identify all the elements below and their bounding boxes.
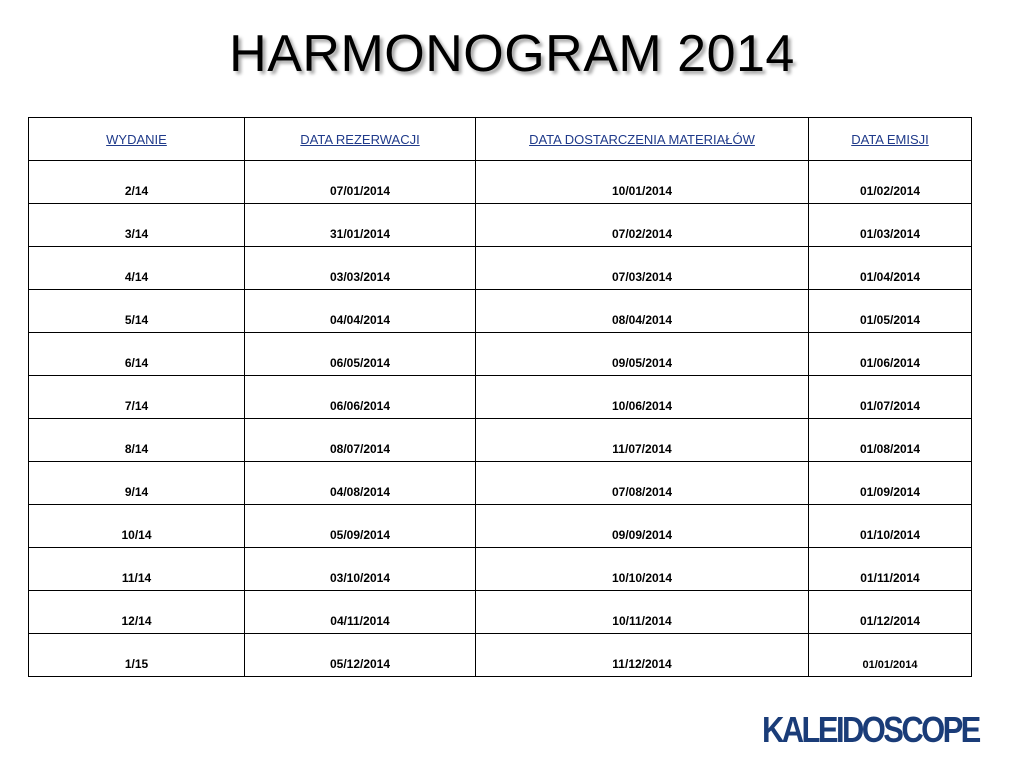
cell-dostarczenie: 10/01/2014 [476, 161, 809, 204]
cell-wydanie: 11/14 [29, 548, 245, 591]
cell-wydanie: 6/14 [29, 333, 245, 376]
page-title: HARMONOGRAM 2014 [229, 25, 795, 83]
table-row [29, 462, 972, 505]
cell-emisja: 01/09/2014 [809, 462, 972, 505]
cell-wydanie: 5/14 [29, 290, 245, 333]
header-label: WYDANIE [106, 131, 167, 147]
table-row [29, 376, 972, 419]
cell-wydanie: 3/14 [29, 204, 245, 247]
cell-emisja: 01/04/2014 [809, 247, 972, 290]
cell-dostarczenie: 08/04/2014 [476, 290, 809, 333]
header-data-emisji [809, 118, 972, 161]
table-row [29, 290, 972, 333]
cell-dostarczenie: 07/02/2014 [476, 204, 809, 247]
cell-wydanie: 2/14 [29, 161, 245, 204]
cell-rezerwacja: 05/09/2014 [245, 505, 476, 548]
header-label: DATA REZERWACJI [300, 131, 420, 147]
cell-emisja: 01/03/2014 [809, 204, 972, 247]
cell-wydanie: 1/15 [29, 634, 245, 677]
cell-rezerwacja: 06/06/2014 [245, 376, 476, 419]
cell-rezerwacja: 04/11/2014 [245, 591, 476, 634]
cell-dostarczenie: 09/09/2014 [476, 505, 809, 548]
schedule-table [28, 117, 972, 677]
cell-dostarczenie: 11/07/2014 [476, 419, 809, 462]
table-row [29, 505, 972, 548]
cell-dostarczenie: 09/05/2014 [476, 333, 809, 376]
table-row [29, 161, 972, 204]
cell-rezerwacja: 05/12/2014 [245, 634, 476, 677]
cell-rezerwacja: 04/04/2014 [245, 290, 476, 333]
cell-emisja: 01/08/2014 [809, 419, 972, 462]
kaleidoscope-logo: KALEIDOSCOPE [762, 709, 979, 750]
table-row [29, 247, 972, 290]
cell-dostarczenie: 11/12/2014 [476, 634, 809, 677]
header-wydanie [29, 118, 245, 161]
header-label: DATA DOSTARCZENIA MATERIAŁÓW [529, 131, 755, 147]
cell-wydanie: 12/14 [29, 591, 245, 634]
cell-rezerwacja: 03/03/2014 [245, 247, 476, 290]
header-data-rezerwacji [245, 118, 476, 161]
cell-rezerwacja: 04/08/2014 [245, 462, 476, 505]
cell-emisja: 01/02/2014 [809, 161, 972, 204]
table-row [29, 333, 972, 376]
cell-wydanie: 8/14 [29, 419, 245, 462]
cell-emisja: 01/01/2014 [809, 634, 972, 677]
cell-emisja: 01/06/2014 [809, 333, 972, 376]
cell-wydanie: 7/14 [29, 376, 245, 419]
cell-rezerwacja: 31/01/2014 [245, 204, 476, 247]
cell-rezerwacja: 06/05/2014 [245, 333, 476, 376]
table-row [29, 634, 972, 677]
header-label: DATA EMISJI [851, 131, 929, 147]
header-data-dostarczenia [476, 118, 809, 161]
cell-wydanie: 10/14 [29, 505, 245, 548]
cell-emisja: 01/11/2014 [809, 548, 972, 591]
cell-emisja: 01/10/2014 [809, 505, 972, 548]
table-row [29, 591, 972, 634]
table-row [29, 204, 972, 247]
cell-rezerwacja: 07/01/2014 [245, 161, 476, 204]
table-row [29, 548, 972, 591]
cell-dostarczenie: 10/10/2014 [476, 548, 809, 591]
cell-wydanie: 9/14 [29, 462, 245, 505]
cell-dostarczenie: 10/11/2014 [476, 591, 809, 634]
cell-dostarczenie: 07/08/2014 [476, 462, 809, 505]
cell-emisja: 01/12/2014 [809, 591, 972, 634]
cell-rezerwacja: 08/07/2014 [245, 419, 476, 462]
cell-wydanie: 4/14 [29, 247, 245, 290]
cell-emisja: 01/07/2014 [809, 376, 972, 419]
cell-dostarczenie: 07/03/2014 [476, 247, 809, 290]
table-row [29, 419, 972, 462]
table-header-row [29, 118, 972, 161]
cell-emisja: 01/05/2014 [809, 290, 972, 333]
cell-dostarczenie: 10/06/2014 [476, 376, 809, 419]
cell-rezerwacja: 03/10/2014 [245, 548, 476, 591]
